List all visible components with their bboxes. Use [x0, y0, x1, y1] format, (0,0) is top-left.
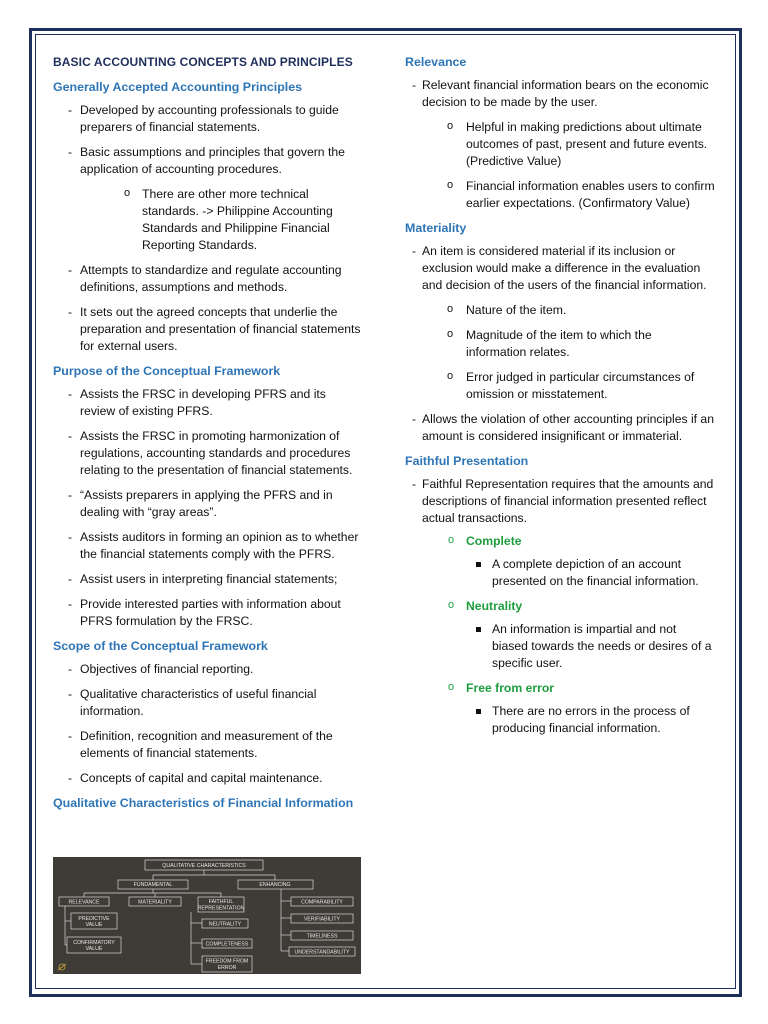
diagram-relevance-label: RELEVANCE: [68, 899, 100, 906]
diagram-understandability-label: UNDERSTANDABILITY: [294, 949, 350, 956]
list-item: - Provide interested parties with information about PFRS formulation by the FRSC.: [53, 596, 363, 630]
diagram-neutrality-label: NEUTRALITY: [208, 921, 242, 928]
materiality-heading: Materiality: [405, 221, 467, 235]
sub-list-item: o Magnitude of the item to which the information relates.: [422, 327, 715, 361]
diagram-materiality-label: MATERIALITY: [138, 899, 172, 906]
free-from-error-subheading: o Free from error: [422, 680, 715, 697]
list-item-text: An item is considered material if its inclusion or exclusion would make a difference in the evaluation and decision of the users of the financial information.: [422, 244, 707, 292]
list-item: - Developed by accounting professionals to guide preparers of financial statements.: [53, 102, 363, 136]
sub-list-item: o Helpful in making predictions about ultimate outcomes of past, present and future events. (Predictive Value): [422, 119, 715, 170]
materiality-list: [405, 243, 715, 445]
list-item: - Definition, recognition and measurement of the elements of financial statements.: [53, 728, 363, 762]
neutrality-subheading: o Neutrality: [422, 598, 715, 615]
list-item: - Assists auditors in forming an opinion as to whether the financial statements comply with the PFRS.: [53, 529, 363, 563]
relevance-sublist: [422, 119, 715, 212]
left-column: [53, 54, 363, 818]
diagram-faithful-label: FAITHFUL: [208, 899, 234, 905]
diagram-fundamental-label: FUNDAMENTAL: [133, 882, 173, 888]
gaap-heading: Generally Accepted Accounting Principles: [53, 80, 303, 94]
qualitative-heading: Qualitative Characteristics of Financial Information: [53, 796, 354, 810]
list-item: - It sets out the agreed concepts that underlie the preparation and presentation of financial statements for external users.: [53, 304, 363, 355]
bullet-item: A complete depiction of an account presented on the financial information.: [422, 556, 715, 590]
diagram-confirmatory-label: CONFIRMATORY: [73, 940, 115, 946]
list-item-text: Relevant financial information bears on the economic decision to be made by the user.: [422, 78, 709, 109]
qualitative-characteristics-diagram: [53, 857, 361, 974]
diagram-completeness-label: COMPLETENESS: [205, 941, 249, 948]
scope-heading: Scope of the Conceptual Framework: [53, 639, 268, 653]
relevance-list: [405, 77, 715, 212]
list-item: - Concepts of capital and capital maintenance.: [53, 770, 363, 787]
neutrality-sublist: [422, 621, 715, 672]
list-item-text: Faithful Representation requires that the amounts and descriptions of financial information presented reflect actual transactions.: [422, 477, 714, 525]
diagram-predictive-value-label: VALUE: [85, 922, 103, 928]
purpose-heading: Purpose of the Conceptual Framework: [53, 364, 281, 378]
bullet-item: There are no errors in the process of producing financial information.: [422, 703, 715, 737]
scope-list: [53, 661, 363, 787]
free-from-error-sublist: [422, 703, 715, 737]
gaap-list: [53, 102, 363, 355]
diagram-confirmatory-value-label: VALUE: [85, 946, 103, 952]
materiality-sublist: [422, 302, 715, 403]
diagram-freedom-label: FREEDOM FROM: [205, 958, 249, 965]
sub-list-item: o Financial information enables users to confirm earlier expectations. (Confirmatory Value): [422, 178, 715, 212]
list-item: - Attempts to standardize and regulate accounting definitions, assumptions and methods.: [53, 262, 363, 296]
list-item-text: Basic assumptions and principles that govern the application of accounting procedures.: [80, 145, 345, 176]
diagram-root-label: QUALITATIVE CHARACTERISTICS: [162, 863, 246, 869]
document-title: BASIC ACCOUNTING CONCEPTS AND PRINCIPLES: [53, 55, 353, 69]
diagram-logo-icon: [58, 964, 66, 970]
diagram-verifiability-label: VERIFIABILITY: [303, 916, 341, 923]
list-item: [405, 77, 715, 212]
diagram-predictive-label: PREDICTIVE: [78, 916, 110, 922]
diagram-timeliness-label: TIMELINESS: [306, 933, 338, 940]
list-item: - Qualitative characteristics of useful financial information.: [53, 686, 363, 720]
list-item: - Objectives of financial reporting.: [53, 661, 363, 678]
gaap-sublist: [80, 186, 363, 254]
faithful-list: [405, 476, 715, 737]
diagram-comparability-label: COMPARABILITY: [301, 899, 343, 906]
list-item: [405, 476, 715, 737]
complete-subheading: o Complete: [422, 533, 715, 550]
list-item: - Assists the FRSC in promoting harmonization of regulations, accounting standards and procedures relating to the presentation of financial statements.: [53, 428, 363, 479]
list-item: [405, 243, 715, 403]
complete-sublist: [422, 556, 715, 590]
diagram-error-label: ERROR: [217, 965, 237, 971]
list-item: [53, 144, 363, 254]
diagram-representation-label: REPRESENTATION: [197, 905, 245, 912]
list-item: - Assists the FRSC in developing PFRS and its review of existing PFRS.: [53, 386, 363, 420]
sub-list-item: o Nature of the item.: [422, 302, 715, 319]
faithful-heading: Faithful Presentation: [405, 454, 529, 468]
diagram-enhancing-label: ENHANCING: [259, 882, 291, 888]
bullet-item: An information is impartial and not biased towards the needs or desires of a specific user.: [422, 621, 715, 672]
list-item: - Allows the violation of other accounting principles if an amount is considered insignificant or immaterial.: [405, 411, 715, 445]
sub-list-item: o There are other more technical standards. -> Philippine Accounting Standards and Philippine Financial Reporting Standards.: [80, 186, 363, 254]
list-item: - “Assists preparers in applying the PFRS and in dealing with “gray areas”.: [53, 487, 363, 521]
right-column: [405, 54, 715, 745]
list-item: - Assist users in interpreting financial statements;: [53, 571, 363, 588]
sub-list-item: o Error judged in particular circumstances of omission or misstatement.: [422, 369, 715, 403]
relevance-heading: Relevance: [405, 55, 467, 69]
purpose-list: [53, 386, 363, 630]
